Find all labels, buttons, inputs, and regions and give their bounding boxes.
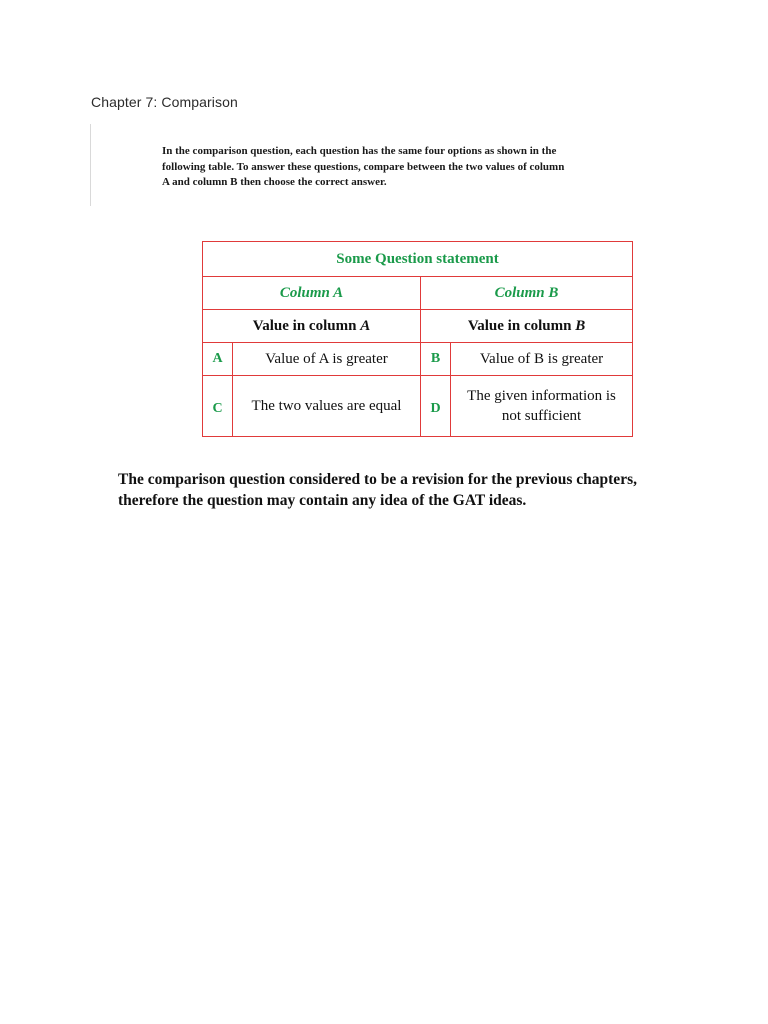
- table-row: [203, 310, 633, 343]
- option-text: Value of B is greater: [451, 343, 633, 376]
- outro-line: The comparison question considered to be a revision for the previous chapters,: [118, 471, 637, 488]
- option-text-line: not sufficient: [501, 408, 582, 424]
- table-row: [203, 242, 633, 277]
- value-a-label: Value in column: [252, 317, 361, 334]
- value-a-var: A: [360, 317, 371, 334]
- question-statement-cell: Some Question statement: [203, 242, 633, 277]
- column-a-header: Column A: [203, 277, 421, 310]
- value-b-label: Value in column: [467, 317, 576, 334]
- column-b-header: Column B: [421, 277, 633, 310]
- option-text-line: The given information is: [467, 388, 616, 404]
- intro-paragraph: [162, 144, 612, 191]
- table-row: [203, 343, 633, 376]
- outro-line: therefore the question may contain any idea of the GAT ideas.: [118, 492, 527, 509]
- option-letter: D: [421, 376, 451, 437]
- option-letter: B: [421, 343, 451, 376]
- option-text: Value of A is greater: [233, 343, 421, 376]
- value-a-cell: [203, 310, 421, 343]
- table-row: [203, 277, 633, 310]
- quote-divider: [90, 124, 91, 206]
- chapter-title: Chapter 7: Comparison: [91, 94, 238, 110]
- intro-line: following table. To answer these questions, compare between the two values of column: [162, 160, 565, 173]
- outro-paragraph: [118, 469, 678, 511]
- intro-line: A and column B then choose the correct answer.: [162, 176, 387, 188]
- option-text: The two values are equal: [233, 376, 421, 437]
- option-letter: A: [203, 343, 233, 376]
- intro-line: In the comparison question, each question has the same four options as shown in the: [162, 145, 557, 157]
- table-row: [203, 376, 633, 437]
- option-letter: C: [203, 376, 233, 437]
- value-b-cell: [421, 310, 633, 343]
- value-b-var: B: [575, 317, 586, 334]
- option-text: [451, 376, 633, 437]
- options-table: [202, 241, 633, 437]
